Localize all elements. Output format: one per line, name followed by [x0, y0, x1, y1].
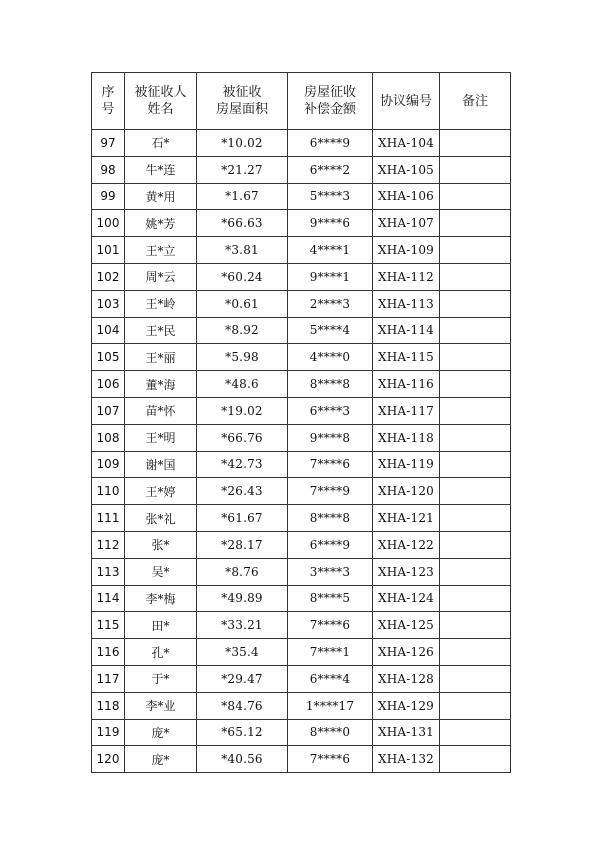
agreement-code-cell: XHA-125 — [373, 612, 440, 639]
name-cell: 孔* — [125, 639, 197, 666]
table-row — [92, 290, 511, 317]
amount-cell: 5****3 — [288, 183, 373, 210]
seq-cell: 107 — [92, 397, 125, 424]
name-cell: 庞* — [125, 719, 197, 746]
amount-cell: 6****2 — [288, 156, 373, 183]
name-cell: 张* — [125, 531, 197, 558]
name-cell: 李*梅 — [125, 585, 197, 612]
area-cell: *21.27 — [197, 156, 288, 183]
remark-cell — [440, 746, 511, 773]
area-cell: *26.43 — [197, 478, 288, 505]
name-cell: 田* — [125, 612, 197, 639]
header-seq-line-1: 序 — [101, 85, 115, 100]
table-row — [92, 344, 511, 371]
remark-cell — [440, 130, 511, 157]
name-cell: 庞* — [125, 746, 197, 773]
area-cell: *0.61 — [197, 290, 288, 317]
table-row — [92, 478, 511, 505]
table-row — [92, 505, 511, 532]
name-cell: 董*海 — [125, 371, 197, 398]
name-cell: 谢*国 — [125, 451, 197, 478]
name-cell: 李*业 — [125, 692, 197, 719]
header-name-line-1: 被征收人 — [134, 85, 187, 100]
table-header-row — [92, 73, 511, 130]
header-remark: 备注 — [440, 73, 511, 130]
header-name-line-2: 姓名 — [147, 102, 174, 117]
seq-cell: 114 — [92, 585, 125, 612]
amount-cell: 9****6 — [288, 210, 373, 237]
table-row — [92, 424, 511, 451]
seq-cell: 117 — [92, 665, 125, 692]
area-cell: *33.21 — [197, 612, 288, 639]
area-cell: *84.76 — [197, 692, 288, 719]
table-row — [92, 612, 511, 639]
amount-cell: 2****3 — [288, 290, 373, 317]
area-cell: *19.02 — [197, 397, 288, 424]
table-row — [92, 585, 511, 612]
agreement-code-cell: XHA-115 — [373, 344, 440, 371]
table-row — [92, 451, 511, 478]
area-cell: *29.47 — [197, 665, 288, 692]
name-cell: 王*明 — [125, 424, 197, 451]
area-cell: *28.17 — [197, 531, 288, 558]
header-amount-line-1: 房屋征收 — [303, 85, 356, 100]
agreement-code-cell: XHA-118 — [373, 424, 440, 451]
name-cell: 张*礼 — [125, 505, 197, 532]
amount-cell: 3****3 — [288, 558, 373, 585]
table-row — [92, 531, 511, 558]
area-cell: *5.98 — [197, 344, 288, 371]
area-cell: *66.63 — [197, 210, 288, 237]
table-row — [92, 558, 511, 585]
header-amount-line-2: 补偿金额 — [303, 102, 356, 117]
table-row — [92, 156, 511, 183]
agreement-code-cell: XHA-105 — [373, 156, 440, 183]
table-row — [92, 317, 511, 344]
agreement-code-cell: XHA-119 — [373, 451, 440, 478]
compensation-table — [91, 72, 511, 773]
amount-cell: 8****8 — [288, 371, 373, 398]
seq-cell: 113 — [92, 558, 125, 585]
amount-cell: 8****8 — [288, 505, 373, 532]
agreement-code-cell: XHA-116 — [373, 371, 440, 398]
seq-cell: 106 — [92, 371, 125, 398]
table-row — [92, 719, 511, 746]
table-row — [92, 665, 511, 692]
remark-cell — [440, 397, 511, 424]
name-cell: 苗*怀 — [125, 397, 197, 424]
agreement-code-cell: XHA-131 — [373, 719, 440, 746]
agreement-code-cell: XHA-120 — [373, 478, 440, 505]
area-cell: *1.67 — [197, 183, 288, 210]
area-cell: *60.24 — [197, 263, 288, 290]
agreement-code-cell: XHA-132 — [373, 746, 440, 773]
area-cell: *66.76 — [197, 424, 288, 451]
amount-cell: 7****1 — [288, 639, 373, 666]
amount-cell: 4****1 — [288, 237, 373, 264]
name-cell: 王*岭 — [125, 290, 197, 317]
remark-cell — [440, 639, 511, 666]
agreement-code-cell: XHA-104 — [373, 130, 440, 157]
area-cell: *10.02 — [197, 130, 288, 157]
header-seq-line-2: 号 — [101, 102, 115, 117]
seq-cell: 111 — [92, 505, 125, 532]
table-row — [92, 263, 511, 290]
area-cell: *35.4 — [197, 639, 288, 666]
agreement-code-cell: XHA-106 — [373, 183, 440, 210]
header-name — [125, 73, 197, 130]
area-cell: *3.81 — [197, 237, 288, 264]
seq-cell: 103 — [92, 290, 125, 317]
amount-cell: 5****4 — [288, 317, 373, 344]
name-cell: 王*婷 — [125, 478, 197, 505]
remark-cell — [440, 531, 511, 558]
name-cell: 周*云 — [125, 263, 197, 290]
remark-cell — [440, 237, 511, 264]
name-cell: 王*立 — [125, 237, 197, 264]
amount-cell: 4****0 — [288, 344, 373, 371]
table-row — [92, 183, 511, 210]
seq-cell: 112 — [92, 531, 125, 558]
seq-cell: 110 — [92, 478, 125, 505]
agreement-code-cell: XHA-109 — [373, 237, 440, 264]
remark-cell — [440, 263, 511, 290]
header-amount — [288, 73, 373, 130]
name-cell: 黄*用 — [125, 183, 197, 210]
amount-cell: 6****9 — [288, 531, 373, 558]
seq-cell: 118 — [92, 692, 125, 719]
remark-cell — [440, 424, 511, 451]
table-row — [92, 130, 511, 157]
name-cell: 王*民 — [125, 317, 197, 344]
agreement-code-cell: XHA-121 — [373, 505, 440, 532]
area-cell: *49.89 — [197, 585, 288, 612]
table-body — [92, 130, 511, 773]
seq-cell: 98 — [92, 156, 125, 183]
amount-cell: 6****9 — [288, 130, 373, 157]
header-agreement-code: 协议编号 — [373, 73, 440, 130]
remark-cell — [440, 478, 511, 505]
seq-cell: 105 — [92, 344, 125, 371]
seq-cell: 102 — [92, 263, 125, 290]
table-row — [92, 371, 511, 398]
seq-cell: 100 — [92, 210, 125, 237]
remark-cell — [440, 719, 511, 746]
remark-cell — [440, 371, 511, 398]
amount-cell: 7****9 — [288, 478, 373, 505]
header-area — [197, 73, 288, 130]
amount-cell: 6****3 — [288, 397, 373, 424]
agreement-code-cell: XHA-107 — [373, 210, 440, 237]
area-cell: *40.56 — [197, 746, 288, 773]
seq-cell: 120 — [92, 746, 125, 773]
amount-cell: 7****6 — [288, 612, 373, 639]
remark-cell — [440, 290, 511, 317]
name-cell: 吴* — [125, 558, 197, 585]
amount-cell: 7****6 — [288, 451, 373, 478]
name-cell: 姚*芳 — [125, 210, 197, 237]
agreement-code-cell: XHA-113 — [373, 290, 440, 317]
agreement-code-cell: XHA-124 — [373, 585, 440, 612]
amount-cell: 8****0 — [288, 719, 373, 746]
area-cell: *65.12 — [197, 719, 288, 746]
amount-cell: 9****1 — [288, 263, 373, 290]
remark-cell — [440, 156, 511, 183]
remark-cell — [440, 558, 511, 585]
seq-cell: 116 — [92, 639, 125, 666]
remark-cell — [440, 665, 511, 692]
agreement-code-cell: XHA-112 — [373, 263, 440, 290]
agreement-code-cell: XHA-128 — [373, 665, 440, 692]
seq-cell: 119 — [92, 719, 125, 746]
remark-cell — [440, 612, 511, 639]
seq-cell: 109 — [92, 451, 125, 478]
seq-cell: 101 — [92, 237, 125, 264]
amount-cell: 6****4 — [288, 665, 373, 692]
agreement-code-cell: XHA-114 — [373, 317, 440, 344]
agreement-code-cell: XHA-123 — [373, 558, 440, 585]
name-cell: 于* — [125, 665, 197, 692]
seq-cell: 115 — [92, 612, 125, 639]
table-row — [92, 210, 511, 237]
amount-cell: 8****5 — [288, 585, 373, 612]
agreement-code-cell: XHA-129 — [373, 692, 440, 719]
remark-cell — [440, 317, 511, 344]
table-row — [92, 397, 511, 424]
seq-cell: 99 — [92, 183, 125, 210]
amount-cell: 1****17 — [288, 692, 373, 719]
remark-cell — [440, 585, 511, 612]
header-seq — [92, 73, 125, 130]
remark-cell — [440, 451, 511, 478]
seq-cell: 97 — [92, 130, 125, 157]
remark-cell — [440, 183, 511, 210]
name-cell: 石* — [125, 130, 197, 157]
area-cell: *42.73 — [197, 451, 288, 478]
name-cell: 王*丽 — [125, 344, 197, 371]
table-row — [92, 639, 511, 666]
seq-cell: 108 — [92, 424, 125, 451]
agreement-code-cell: XHA-126 — [373, 639, 440, 666]
amount-cell: 7****6 — [288, 746, 373, 773]
amount-cell: 9****8 — [288, 424, 373, 451]
table-row — [92, 692, 511, 719]
area-cell: *48.6 — [197, 371, 288, 398]
remark-cell — [440, 344, 511, 371]
area-cell: *8.76 — [197, 558, 288, 585]
table-row — [92, 746, 511, 773]
agreement-code-cell: XHA-117 — [373, 397, 440, 424]
header-area-line-1: 被征收 — [222, 85, 262, 100]
seq-cell: 104 — [92, 317, 125, 344]
area-cell: *8.92 — [197, 317, 288, 344]
remark-cell — [440, 210, 511, 237]
area-cell: *61.67 — [197, 505, 288, 532]
remark-cell — [440, 505, 511, 532]
agreement-code-cell: XHA-122 — [373, 531, 440, 558]
table-row — [92, 237, 511, 264]
remark-cell — [440, 692, 511, 719]
name-cell: 牛*连 — [125, 156, 197, 183]
header-area-line-2: 房屋面积 — [215, 102, 268, 117]
